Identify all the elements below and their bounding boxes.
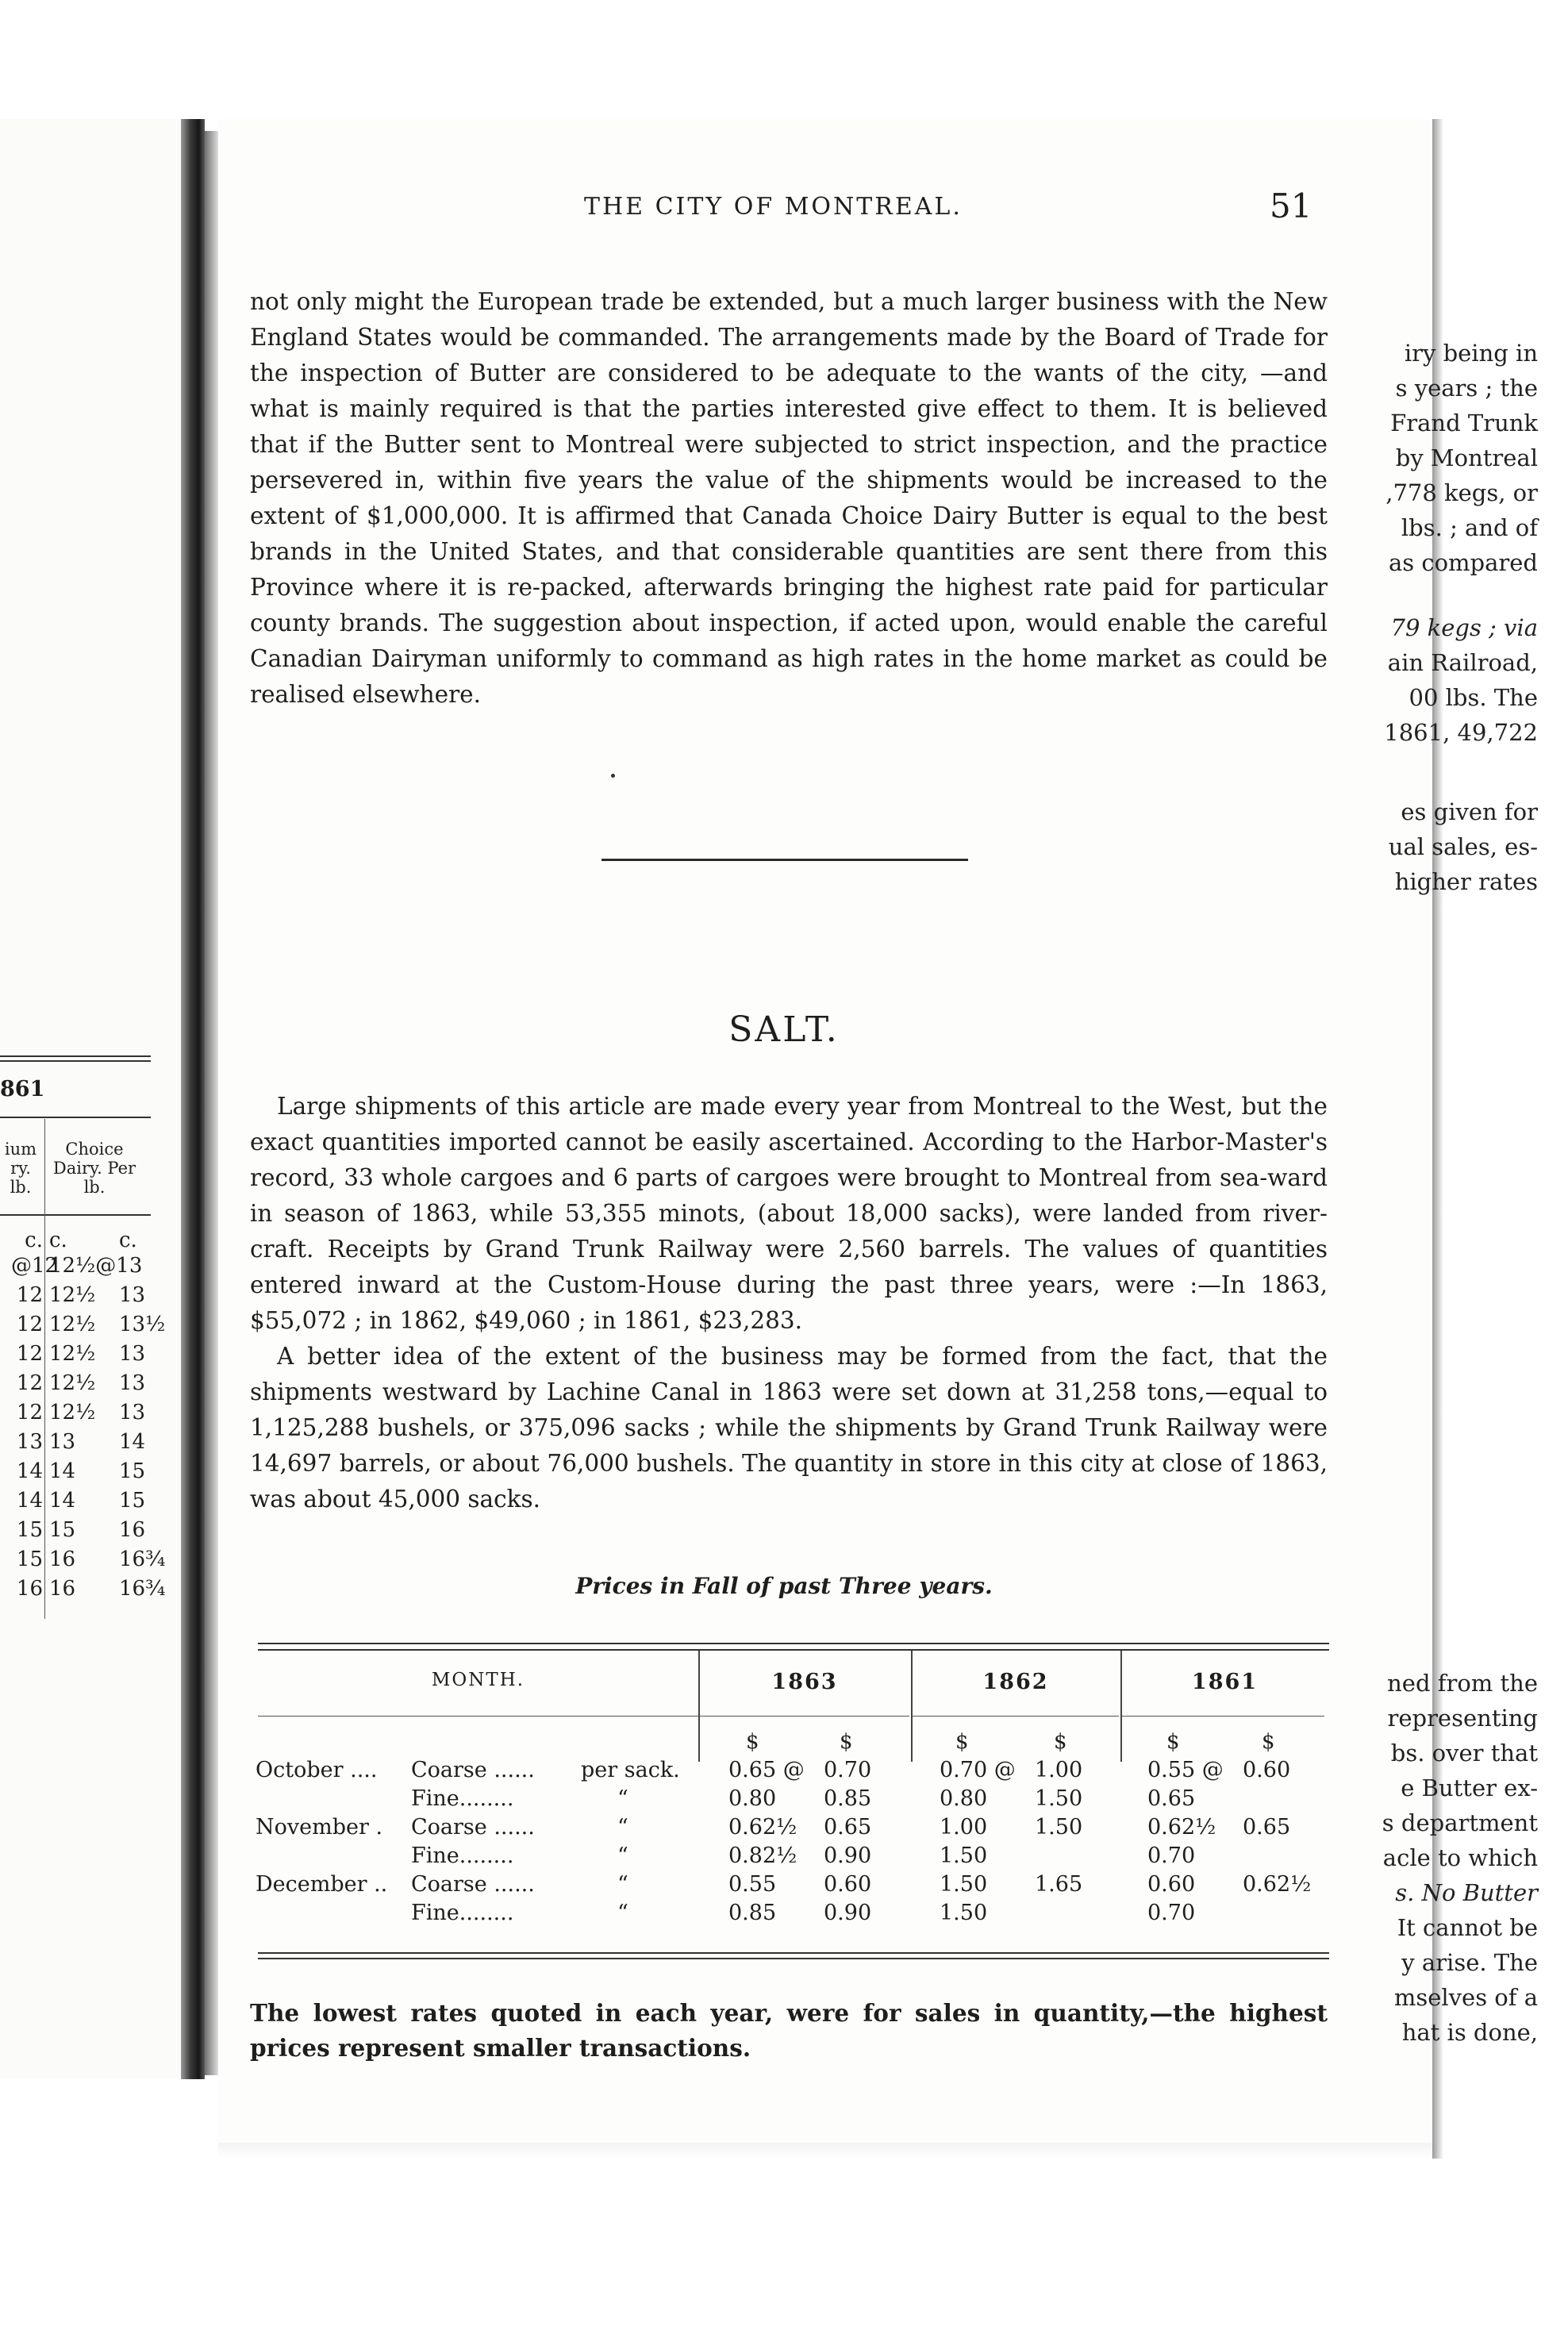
price-high-1862: 1.65 [1035, 1872, 1083, 1897]
left-table-cell: 12½ [49, 1283, 96, 1307]
left-table-cell: 12½ [49, 1401, 96, 1424]
left-table-top-rule-2 [0, 1060, 151, 1062]
left-table-cell: 12 [16, 1313, 43, 1336]
page-number: 51 [1270, 186, 1312, 225]
left-table-cell: 16¾ [119, 1547, 166, 1571]
price-low-1862: 1.50 [940, 1843, 988, 1868]
left-table-cell: 13½ [119, 1313, 166, 1336]
price-high-1863: 0.70 [824, 1758, 872, 1782]
price-low-1861: 0.55 @ [1147, 1758, 1224, 1782]
table-header-1861: 1861 [1191, 1670, 1259, 1694]
currency-sign-1863-high: $ [840, 1730, 853, 1754]
left-page-text-line: 79 kegs ; via [1390, 614, 1538, 641]
price-high-1863: 0.90 [824, 1901, 872, 1925]
left-table-cell: 16 [49, 1547, 76, 1571]
row-unit: “ [617, 1843, 628, 1868]
left-page-text-line: s years ; the [1395, 375, 1538, 402]
table-divider-1861 [1120, 1651, 1122, 1762]
section-divider-rule [601, 859, 968, 861]
left-table-cell: 14 [16, 1459, 43, 1483]
left-table-cell: 15 [16, 1547, 43, 1571]
left-page-text-line: ain Railroad, [1387, 649, 1538, 676]
salt-text-block [250, 1089, 1328, 1517]
left-table-cell: 13 [49, 1430, 76, 1454]
table-bottom-rule-2 [258, 1958, 1329, 1959]
table-header-rule-1861 [1122, 1716, 1324, 1717]
price-high-1863: 0.85 [824, 1786, 872, 1811]
left-page-text-line: ,778 kegs, or [1385, 479, 1538, 506]
price-high-1861: 0.60 [1243, 1758, 1291, 1782]
currency-sign-1861-high: $ [1262, 1730, 1275, 1754]
section-title: SALT. [728, 1009, 840, 1050]
left-page-text-line: es given for [1401, 798, 1538, 825]
left-table-cell: 15 [119, 1489, 146, 1513]
price-high-1862: 1.50 [1035, 1786, 1083, 1811]
price-high-1863: 0.65 [824, 1815, 872, 1840]
left-table-head-rule [0, 1117, 151, 1118]
running-header: THE CITY OF MONTREAL. [584, 193, 963, 221]
left-page-text-line: Frand Trunk [1390, 409, 1538, 436]
table-header-rule-1862 [913, 1716, 1119, 1717]
left-table-cell: c. [25, 1228, 43, 1252]
left-table-cell: 12½ [49, 1313, 96, 1336]
price-low-1861: 0.62½ [1147, 1815, 1216, 1840]
price-high-1861: 0.62½ [1243, 1872, 1312, 1897]
currency-sign-1862-low: $ [955, 1730, 969, 1754]
row-unit: per sack. [581, 1758, 680, 1782]
table-footnote: The lowest rates quoted in each year, were for sales in quantity,—the highest prices represent smaller transactions. [250, 1999, 1328, 2062]
intro-paragraph: not only might the European trade be extended, but a much larger business with the New England States would be commanded. The arrangements made by the Board of Trade for the inspection of Butter are considered to be adequate to the wants of the city, —and what is mainly required is that the parties interested give effect to them. It is believed that if the Butter sent to Montreal were subjected to strict inspection, and the practice persevered in, within five years the value of the shipments would be increased to the extent of $1,000,000. It is affirmed that Canada Choice Dairy Butter is equal to the best brands in the United States, and that considerable quantities are sent there from this Province where it is re-packed, afterwards bringing the highest rate paid for particular county brands. The suggestion about inspection, if acted upon, would enable the careful Canadian Dairyman uniformly to command as high rates in the home market as could be realised elsewhere. [250, 288, 1328, 708]
left-table-cell: @12 [11, 1254, 59, 1278]
price-low-1861: 0.70 [1147, 1901, 1196, 1925]
price-high-1863: 0.60 [824, 1872, 872, 1897]
left-table-year: 861 [0, 1077, 45, 1101]
left-table-cell: 12 [16, 1283, 43, 1307]
table-header-rule-month [258, 1716, 698, 1717]
left-table-cell: 14 [16, 1489, 43, 1513]
row-unit: “ [617, 1786, 628, 1811]
left-table-cell: 12½@13 [49, 1254, 143, 1278]
price-low-1863: 0.62½ [728, 1815, 797, 1840]
table-caption: Prices in Fall of past Three years. [575, 1573, 993, 1599]
left-table-cell: 15 [119, 1459, 146, 1483]
left-page-text-line: bs. over that [1390, 1740, 1538, 1767]
price-high-1863: 0.90 [824, 1843, 872, 1868]
left-table-cell: 13 [119, 1371, 146, 1395]
intro-paragraph-block [250, 284, 1328, 713]
row-grade: Coarse ...... [411, 1758, 535, 1782]
left-page-text-line: s. No Butter [1395, 1879, 1538, 1906]
left-table-cell: 12½ [49, 1342, 96, 1366]
row-unit: “ [617, 1901, 628, 1925]
price-low-1861: 0.70 [1147, 1843, 1196, 1868]
row-grade: Fine........ [411, 1786, 514, 1811]
left-table-cell: 16¾ [119, 1577, 166, 1601]
left-page-text-line: as compared [1388, 549, 1538, 576]
price-low-1863: 0.82½ [728, 1843, 797, 1868]
left-table-cell: 13 [119, 1283, 146, 1307]
left-table-cell: 12 [16, 1371, 43, 1395]
left-page-text-line: 1861, 49,722 [1384, 719, 1538, 746]
currency-sign-1863-low: $ [746, 1730, 759, 1754]
left-table-cell: 15 [49, 1518, 76, 1542]
left-page-text-line: y arise. The [1401, 1949, 1538, 1976]
row-grade: Coarse ...... [411, 1872, 535, 1897]
left-table-cell: 12 [16, 1401, 43, 1424]
left-table-cell: 13 [16, 1430, 43, 1454]
left-table-cell: 12½ [49, 1371, 96, 1395]
left-page-text-line: ual sales, es- [1388, 833, 1538, 860]
price-low-1863: 0.65 @ [728, 1758, 805, 1782]
table-header-1863: 1863 [771, 1670, 838, 1694]
left-table-cell: c. [49, 1228, 67, 1252]
row-grade: Fine........ [411, 1901, 514, 1925]
price-low-1862: 0.80 [940, 1786, 988, 1811]
table-bottom-rule [258, 1952, 1329, 1954]
price-high-1862: 1.50 [1035, 1815, 1083, 1840]
salt-paragraph-2: A better idea of the extent of the business may be formed from the fact, that the shipments westward by Lachine Canal in 1863 were set down at 31,258 tons,—equal to 1,125,288 bushels, or 375,096 sacks ; while the shipments by Grand Trunk Railway were 14,697 barrels, or about 76,000 bushels. The quantity in store in this city at close of 1863, was about 45,000 sacks. [250, 1343, 1328, 1513]
row-unit: “ [617, 1815, 628, 1840]
left-table-cell: 15 [16, 1518, 43, 1542]
table-header-1862: 1862 [982, 1670, 1049, 1694]
left-table-cell: 16 [119, 1518, 146, 1542]
left-page-text-line: higher rates [1394, 868, 1538, 895]
price-low-1862: 0.70 @ [940, 1758, 1016, 1782]
salt-paragraph-1: Large shipments of this article are made every year from Montreal to the West, but the exact quantities imported cannot be easily ascertained. According to the Harbor-Master's record, 33 whole cargoes and 6 parts of cargoes were brought to Montreal from sea-ward in season of 1863, while 53,355 minots, (about 18,000 sacks), were landed from river-craft. Receipts by Grand Trunk Railway were 2,560 barrels. The values of quantities entered inward at the Custom-House during the past three years, were :—In 1863, $55,072 ; in 1862, $49,060 ; in 1861, $23,283. [250, 1093, 1328, 1334]
left-table-col-head-1: ium ry. lb. [4, 1140, 37, 1197]
row-month: December .. [256, 1872, 388, 1897]
left-page-text-line: acle to which [1382, 1844, 1538, 1871]
left-table-cell: 13 [119, 1401, 146, 1424]
table-top-rule [258, 1643, 1329, 1644]
left-page-text-line: lbs. ; and of [1401, 514, 1538, 541]
price-high-1861: 0.65 [1243, 1815, 1291, 1840]
row-month: November . [256, 1815, 383, 1840]
row-grade: Fine........ [411, 1843, 514, 1868]
left-table-cell: 16 [16, 1577, 43, 1601]
left-page-text-line: mselves of a [1393, 1984, 1538, 2011]
currency-sign-1862-high: $ [1054, 1730, 1067, 1754]
price-low-1861: 0.60 [1147, 1872, 1196, 1897]
left-page-text-line: s department [1382, 1809, 1538, 1836]
price-high-1862: 1.00 [1035, 1758, 1083, 1782]
book-gutter-shadow [181, 119, 205, 2079]
price-low-1863: 0.85 [728, 1901, 777, 1925]
left-page-text-line: It cannot be [1397, 1914, 1538, 1941]
left-page-text-line: representing [1387, 1705, 1538, 1732]
page-bottom-shade [218, 2143, 1432, 2159]
table-header-month: MONTH. [431, 1670, 525, 1690]
price-low-1862: 1.00 [940, 1815, 988, 1840]
left-table-cell: c. [119, 1228, 137, 1252]
left-page-text-line: hat is done, [1401, 2019, 1538, 2046]
left-table-col-head-2: Choice Dairy. Per lb. [52, 1140, 136, 1197]
left-table-cell: 12 [16, 1342, 43, 1366]
table-divider-1863 [698, 1651, 700, 1762]
left-page-text-line: 00 lbs. The [1409, 684, 1538, 711]
left-page-text-line: iry being in [1404, 340, 1538, 367]
table-divider-1862 [911, 1651, 913, 1762]
table-header-rule-1863 [700, 1716, 909, 1717]
left-table-top-rule [0, 1055, 151, 1057]
left-page-text-line: by Montreal [1395, 444, 1538, 471]
footnote-block [250, 1996, 1328, 2066]
print-speck [611, 774, 615, 778]
row-unit: “ [617, 1872, 628, 1897]
price-low-1861: 0.65 [1147, 1786, 1196, 1811]
left-page-text-line: e Butter ex- [1401, 1774, 1538, 1801]
table-top-rule-2 [258, 1649, 1329, 1651]
price-low-1862: 1.50 [940, 1872, 988, 1897]
left-table-subhead-rule [0, 1214, 151, 1216]
left-page-text-line: ned from the [1387, 1670, 1538, 1697]
currency-sign-1861-low: $ [1166, 1730, 1180, 1754]
left-table-cell: 14 [49, 1489, 76, 1513]
left-table-cell: 13 [119, 1342, 146, 1366]
row-month: October .... [256, 1758, 378, 1782]
left-table-cell: 16 [49, 1577, 76, 1601]
left-table-cell: 14 [49, 1459, 76, 1483]
price-low-1863: 0.80 [728, 1786, 777, 1811]
price-low-1862: 1.50 [940, 1901, 988, 1925]
row-grade: Coarse ...... [411, 1815, 535, 1840]
price-low-1863: 0.55 [728, 1872, 777, 1897]
left-table-cell: 14 [119, 1430, 146, 1454]
left-table-divider [44, 1119, 45, 1619]
